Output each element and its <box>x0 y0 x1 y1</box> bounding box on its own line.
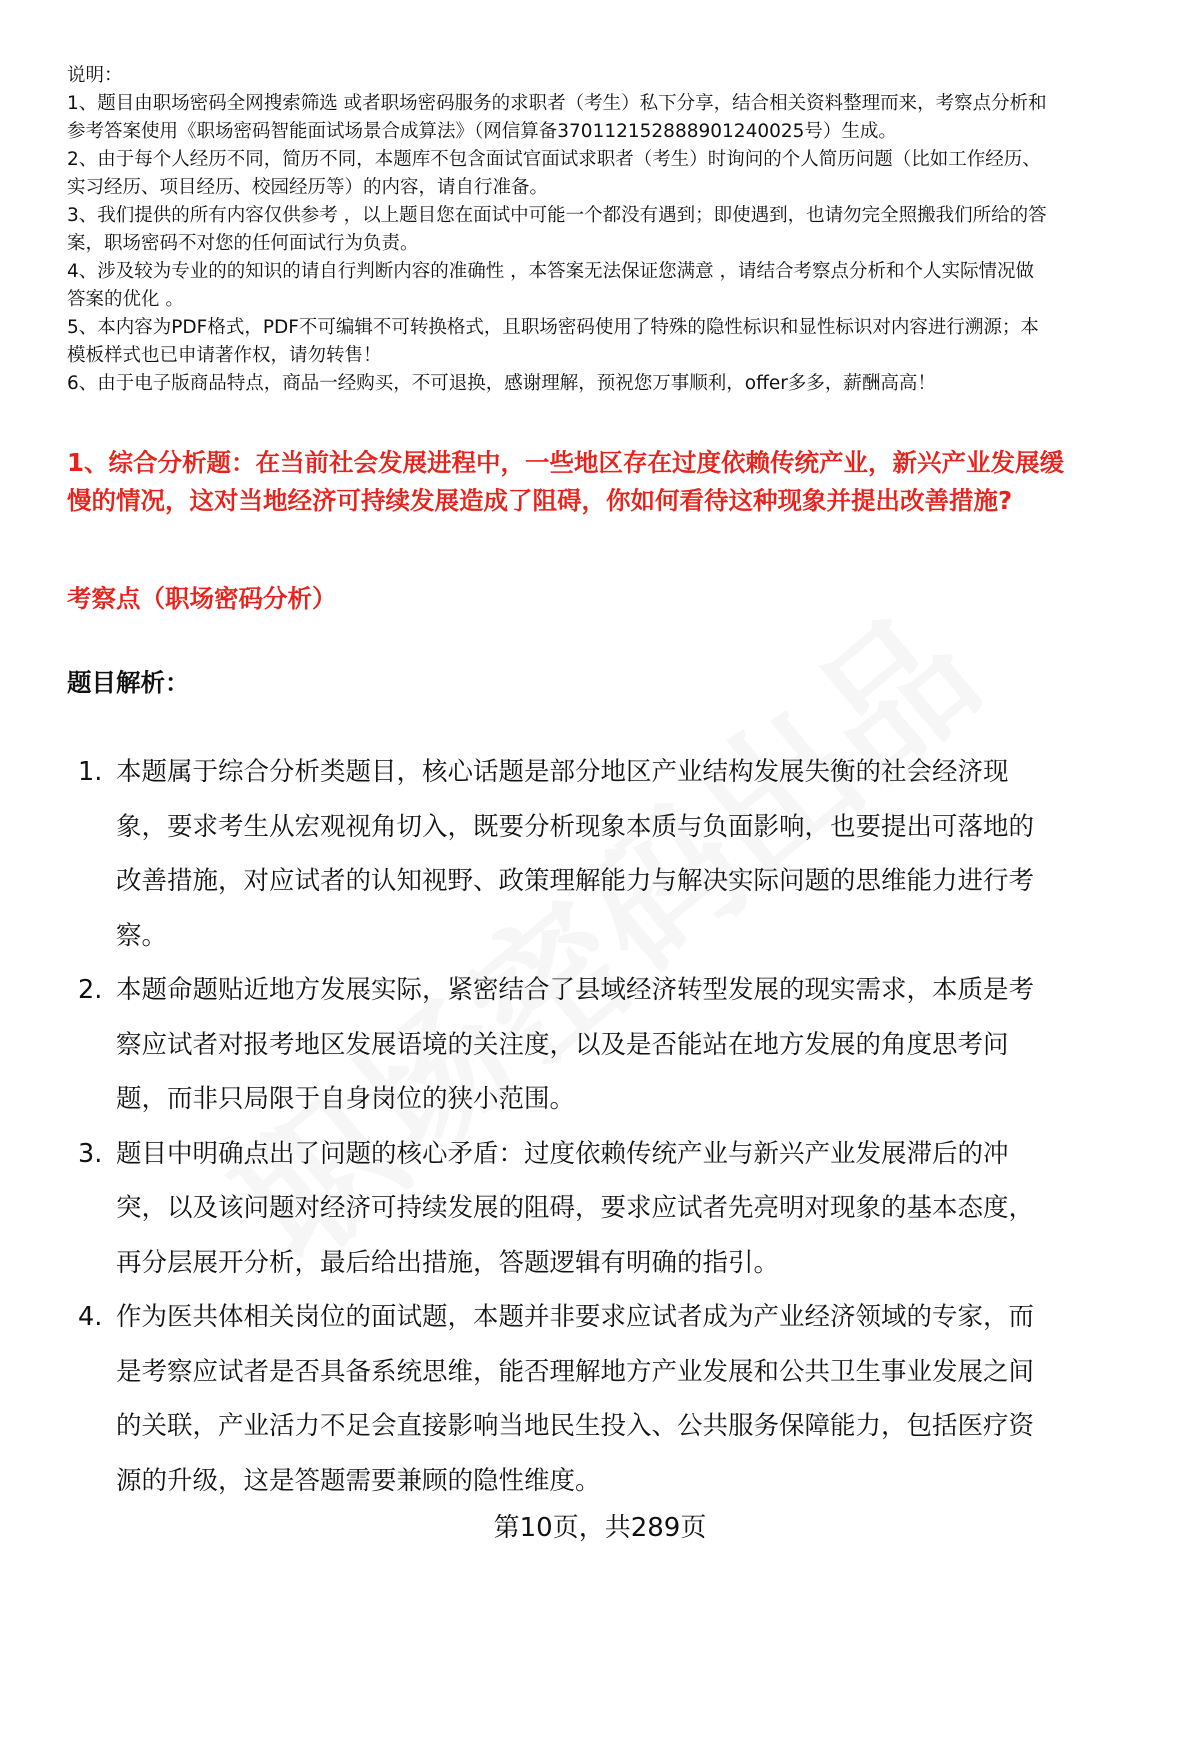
page-number: 第10页，共289页 <box>493 1513 707 1543</box>
note-item: 4、涉及较为专业的的知识的请自行判断内容的准确性 ，本答案无法保证您满意 ，请结合考察点分析和个人实际情况做答案的优化 。 <box>67 261 1035 310</box>
list-item <box>0 745 1040 963</box>
question-heading: 1、综合分析题：在当前社会发展进程中，一些地区存在过度依赖传统产业，新兴产业发展缓慢的情况，这对当地经济可持续发展造成了阻碍，你如何看待这种现象并提出改善措施? <box>67 448 1065 515</box>
note-item: 5、本内容为PDF格式，PDF不可编辑不可转换格式，且职场密码使用了特殊的隐性标识和显性标识对内容进行溯源；本模板样式也已申请著作权，请勿转售！ <box>67 317 1039 366</box>
list-number: 4. <box>78 1302 103 1332</box>
list-text: 作为医共体相关岗位的面试题，本题并非要求应试者成为产业经济领域的专家，而是考察应试者是否具备系统思维，能否理解地方产业发展和公共卫生事业发展之间的关联，产业活力不足会直接影响当地民生投入、公共服务保障能力，包括医疗资源的升级，这是答题需要兼顾的隐性维度。 <box>116 1302 1035 1496</box>
list-item <box>0 1290 1040 1508</box>
note-item: 1、题目由职场密码全网搜索筛选 或者职场密码服务的求职者（考生）私下分享，结合相关资料整理而来，考察点分析和参考答案使用《职场密码智能面试场景合成算法》（网信算备370112152888901240025号）生成。 <box>67 93 1047 142</box>
analysis-list <box>0 745 1040 1508</box>
note-item: 2、由于每个人经历不同，简历不同，本题库不包含面试官面试求职者（考生）时询问的个人简历问题（比如工作经历、实习经历、项目经历、校园经历等）的内容，请自行准备。 <box>67 149 1041 198</box>
list-text: 题目中明确点出了问题的核心矛盾：过度依赖传统产业与新兴产业发展滞后的冲突，以及该问题对经济可持续发展的阻碍，要求应试者先亮明对现象的基本态度，再分层展开分析，最后给出措施，答题逻辑有明确的指引。 <box>116 1138 1035 1278</box>
exam-point-heading: 考察点（职场密码分析） <box>67 584 337 613</box>
analysis-heading: 题目解析： <box>67 668 190 697</box>
notes-title: 说明： <box>67 65 123 86</box>
notes-section <box>67 62 1052 398</box>
list-item <box>0 1127 1040 1291</box>
note-item: 3、我们提供的所有内容仅供参考 ，以上题目您在面试中可能一个都没有遇到；即使遇到，也请勿完全照搬我们所给的答案，职场密码不对您的任何面试行为负责。 <box>67 205 1047 254</box>
note-item: 6、由于电子版商品特点，商品一经购买，不可退换，感谢理解，预祝您万事顺利，offer多多，薪酬高高！ <box>67 373 936 394</box>
list-number: 3. <box>78 1138 103 1169</box>
list-text: 本题属于综合分析类题目，核心话题是部分地区产业结构发展失衡的社会经济现象，要求考生从宏观视角切入，既要分析现象本质与负面影响，也要提出可落地的改善措施，对应试者的认知视野、政策理解能力与解决实际问题的思维能力进行考察。 <box>116 757 1035 951</box>
list-number: 1. <box>78 757 103 787</box>
list-text: 本题命题贴近地方发展实际，紧密结合了县域经济转型发展的现实需求，本质是考察应试者对报考地区发展语境的关注度，以及是否能站在地方发展的角度思考问题，而非只局限于自身岗位的狭小范围。 <box>116 975 1035 1114</box>
list-number: 2. <box>78 975 103 1005</box>
list-item <box>0 963 1040 1127</box>
